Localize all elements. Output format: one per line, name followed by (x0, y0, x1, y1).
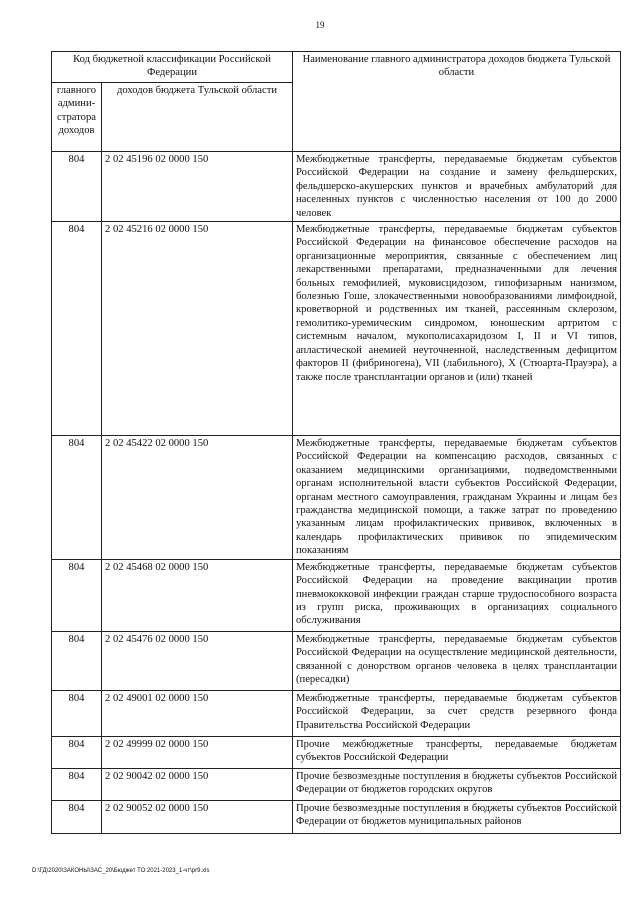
income-code-cell: 2 02 90042 02 0000 150 (102, 768, 293, 800)
table-header-row (52, 52, 621, 83)
table-row (52, 559, 621, 631)
header-code-group: Код бюджетной классификации Российской Федерации (52, 52, 293, 83)
admin-code-cell: 804 (52, 436, 102, 560)
admin-code-cell: 804 (52, 222, 102, 436)
income-name-cell: Межбюджетные трансферты, передаваемые бюджетам субъектов Российской Федерации на осуществление медицинской деятельности, связанной с донорством органов человека в целях трансплантации (пересадки) (293, 631, 621, 690)
income-code-cell: 2 02 45216 02 0000 150 (102, 222, 293, 436)
header-name-column: Наименование главного администратора доходов бюджета Тульской области (293, 52, 621, 152)
income-name-cell: Прочие безвозмездные поступления в бюджеты субъектов Российской Федерации от бюджетов муниципальных районов (293, 800, 621, 833)
header-admin-column: главного админи-стратора доходов (52, 83, 102, 152)
admin-code-cell: 804 (52, 736, 102, 768)
table-row (52, 690, 621, 736)
budget-classification-table (51, 51, 621, 834)
income-name-cell: Межбюджетные трансферты, передаваемые бюджетам субъектов Российской Федерации на компенсацию расходов, связанных с оказанием медицинскими организациями, подведомственными органам исполнительной власти субъектов Российской Федерации, органам местного самоуправления, гражданам Украины и лицам без гражданства медицинской помощи, а также затрат по проведению указанным лицам профилактических прививок, включенных в календарь профилактических прививок по эпидемическим показаниям (293, 436, 621, 560)
admin-code-cell: 804 (52, 631, 102, 690)
income-name-cell: Межбюджетные трансферты, передаваемые бюджетам субъектов Российской Федерации на проведение вакцинации против пневмококковой инфекции граждан старше трудоспособного возраста из групп риска, проживающих в организациях социального обслуживания (293, 559, 621, 631)
admin-code-cell: 804 (52, 152, 102, 222)
income-code-cell: 2 02 45196 02 0000 150 (102, 152, 293, 222)
income-code-cell: 2 02 49001 02 0000 150 (102, 690, 293, 736)
admin-code-cell: 804 (52, 768, 102, 800)
table-row (52, 436, 621, 560)
table-row (52, 736, 621, 768)
admin-code-cell: 804 (52, 690, 102, 736)
income-code-cell: 2 02 45422 02 0000 150 (102, 436, 293, 560)
income-code-cell: 2 02 90052 02 0000 150 (102, 800, 293, 833)
header-income-column: доходов бюджета Тульской области (102, 83, 293, 152)
table-row (52, 222, 621, 436)
income-name-cell: Межбюджетные трансферты, передаваемые бюджетам субъектов Российской Федерации на создание и замену фельдшерских, фельдшерско-акушерских пунктов и врачебных амбулаторий для населенных пунктов с численностью населения от 100 до 2000 человек (293, 152, 621, 222)
table-row (52, 768, 621, 800)
income-code-cell: 2 02 49999 02 0000 150 (102, 736, 293, 768)
footer-file-path: D:\ГД\2020\ЗАКОНЫ\ЗАС_20\Бюджет ТО 2021-2023_1-чт\pr9.xls (32, 868, 210, 874)
income-name-cell: Прочие межбюджетные трансферты, передаваемые бюджетам субъектов Российской Федерации (293, 736, 621, 768)
page-number: 19 (315, 20, 325, 30)
admin-code-cell: 804 (52, 800, 102, 833)
table-row (52, 152, 621, 222)
income-name-cell: Прочие безвозмездные поступления в бюджеты субъектов Российской Федерации от бюджетов городских округов (293, 768, 621, 800)
income-name-cell: Межбюджетные трансферты, передаваемые бюджетам субъектов Российской Федерации на финансовое обеспечение расходов на организационные мероприятия, связанные с обеспечением лиц лекарственными препаратами, предназначенными для лечения больных гемофилией, муковисцидозом, гипофизарным нанизмом, болезнью Гоше, злокачественными новообразованиями лимфоидной, кроветворной и родственных им тканей, рассеянным склерозом, гемолитико-уремическим синдромом, юношеским артритом с системным началом, мукополисахаридозом I, II и VI типов, апластической анемией неуточненной, наследственным дефицитом факторов II (фибриногена), VII (лабильного), X (Стюарта-Прауэра), а также после трансплантации органов и (или) тканей (293, 222, 621, 436)
income-code-cell: 2 02 45468 02 0000 150 (102, 559, 293, 631)
table-row (52, 800, 621, 833)
table-row (52, 631, 621, 690)
admin-code-cell: 804 (52, 559, 102, 631)
income-code-cell: 2 02 45476 02 0000 150 (102, 631, 293, 690)
income-name-cell: Межбюджетные трансферты, передаваемые бюджетам субъектов Российской Федерации, за счет средств резервного фонда Правительства Российской Федерации (293, 690, 621, 736)
